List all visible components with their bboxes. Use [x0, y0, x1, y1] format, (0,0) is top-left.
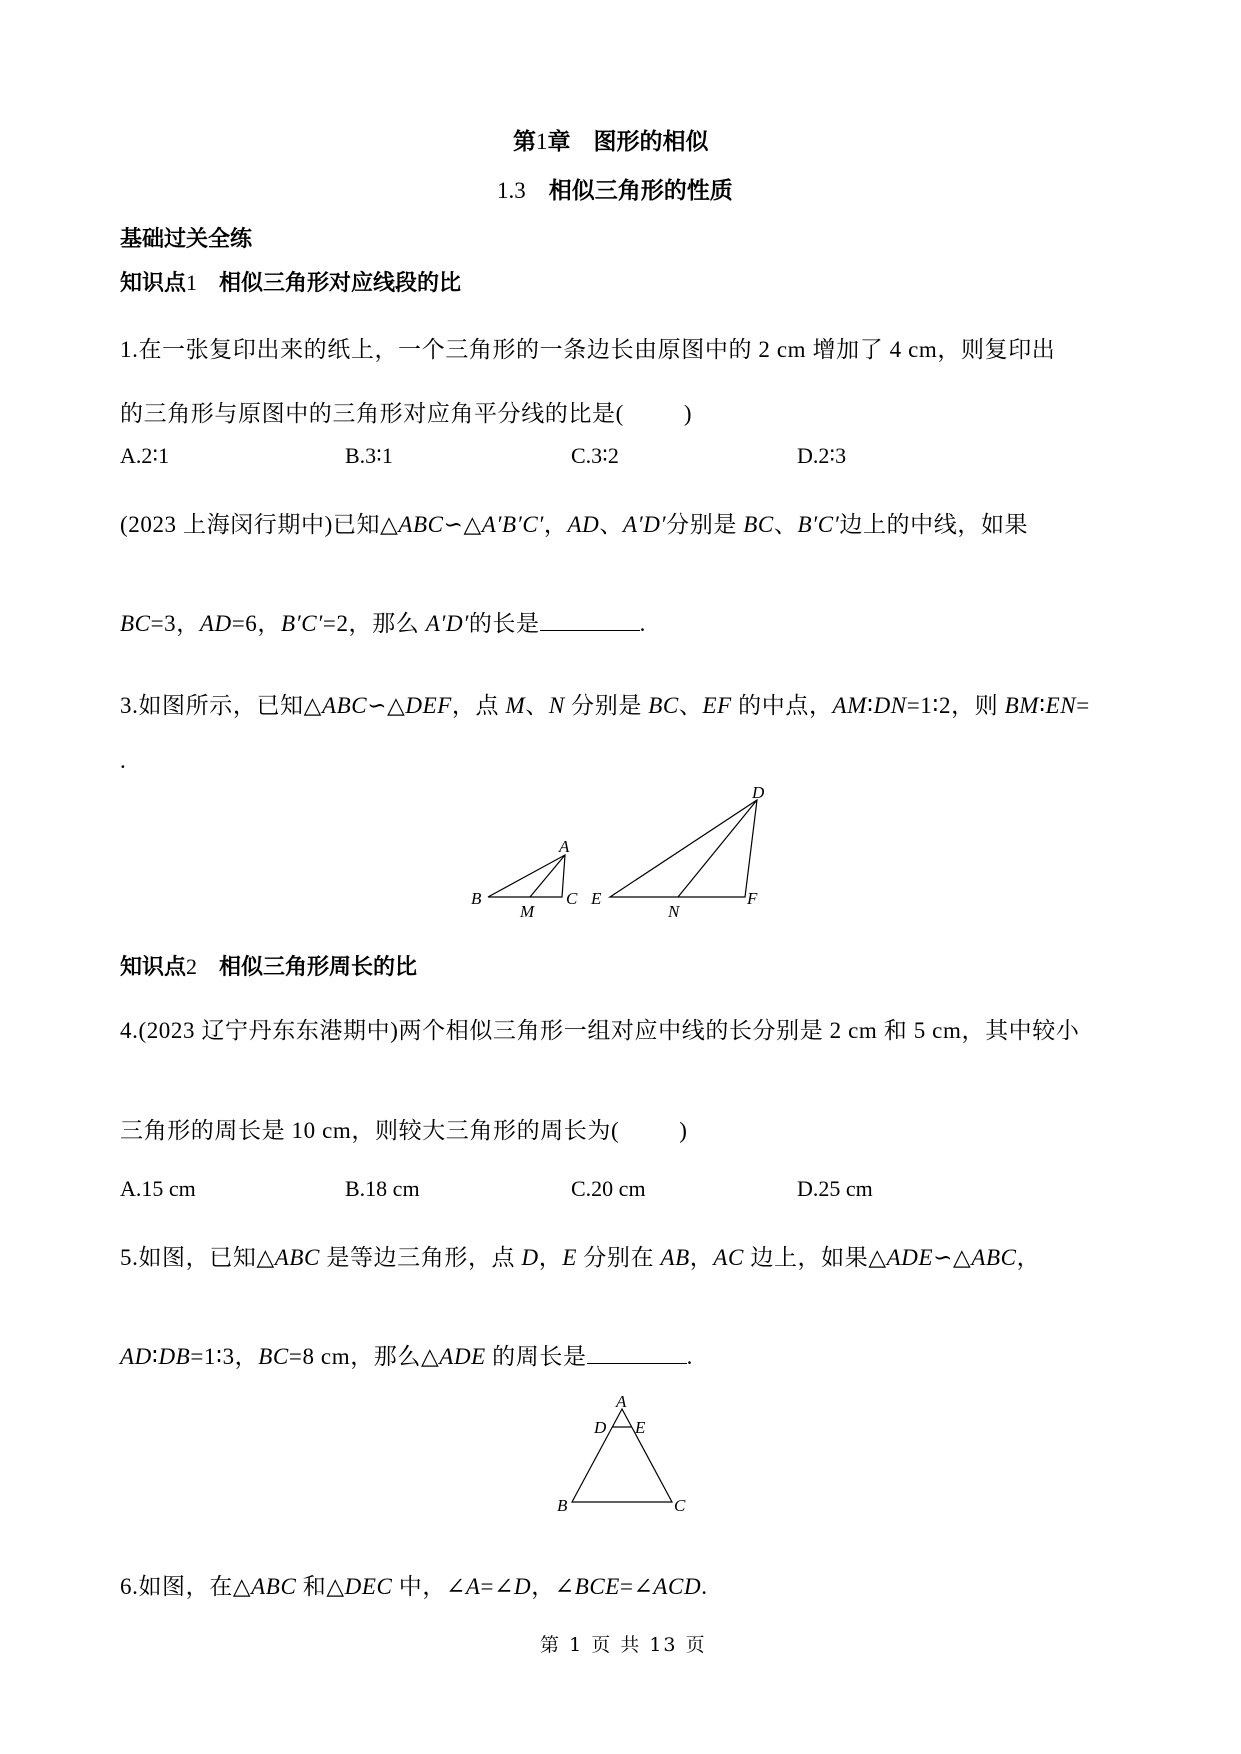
label-d: D — [752, 785, 765, 802]
q4-option-b: B.18 cm — [345, 1176, 420, 1201]
label-a: A — [559, 837, 570, 856]
q4-option-d: D.25 cm — [797, 1176, 873, 1201]
label-e: E — [591, 889, 602, 908]
q1-line2: 的三角形与原图中的三角形对应角平分线的比是( ) — [120, 401, 693, 426]
q4-line1: 4.(2023 辽宁丹东东港期中)两个相似三角形一组对应中线的长分别是 2 cm 和 5 cm，其中较小 — [120, 1018, 1080, 1043]
median-dn — [678, 800, 757, 897]
q2-line2: BC=3，AD=6，B′C′=2，那么 A′D′的长是 . — [120, 611, 646, 636]
knowledge-point-1-heading: 知识点1 相似三角形对应线段的比 — [120, 270, 462, 296]
label-e: E — [635, 1418, 646, 1437]
q1-option-a: A.2∶1 — [120, 443, 170, 468]
label-b: B — [557, 1496, 568, 1515]
q3-line2: . — [120, 748, 127, 773]
q2-line1: (2023 上海闵行期中)已知△ABC∽△A′B′C′，AD、A′D′分别是 BC、B′C′边上的中线，如果 — [120, 512, 1029, 537]
q3-line1: 3.如图所示，已知△ABC∽△DEF，点 M、N 分别是 BC、EF 的中点，AM∶DN=1∶2，则 BM∶EN= — [120, 693, 1090, 718]
chapter-title: 第1章 图形的相似 — [513, 129, 709, 155]
q5-line2: AD∶DB=1∶3，BC=8 cm，那么△ADE 的周长是 . — [120, 1344, 693, 1369]
label-b: B — [471, 889, 482, 908]
q1-line1: 1.在一张复印出来的纸上，一个三角形的一条边长由原图中的 2 cm 增加了 4 cm，则复印出 — [120, 337, 1056, 362]
q3-figure — [465, 785, 785, 920]
q5-figure — [550, 1390, 700, 1515]
q1-option-c: C.3∶2 — [571, 443, 619, 468]
q6-line1: 6.如图，在△ABC 和△DEC 中，∠A=∠D，∠BCE=∠ACD. — [120, 1574, 708, 1599]
q4-line2: 三角形的周长是 10 cm，则较大三角形的周长为( ) — [120, 1118, 688, 1143]
label-m: M — [520, 902, 535, 920]
label-d: D — [594, 1418, 607, 1437]
q2-answer-blank — [540, 612, 640, 631]
section-title: 1.3 相似三角形的性质 — [497, 178, 733, 204]
practice-heading: 基础过关全练 — [120, 227, 253, 252]
knowledge-point-2-heading: 知识点2 相似三角形周长的比 — [120, 954, 418, 980]
q4-option-a: A.15 cm — [120, 1176, 196, 1201]
q5-answer-blank — [587, 1345, 687, 1364]
triangle-def — [610, 800, 757, 897]
q1-option-b: B.3∶1 — [345, 443, 393, 468]
page-footer: 第 1 页 共 13 页 — [540, 1634, 707, 1656]
median-am — [530, 855, 565, 897]
label-f: F — [747, 889, 758, 908]
label-a: A — [616, 1392, 627, 1411]
label-n: N — [668, 902, 680, 920]
triangle-abc — [572, 1409, 672, 1502]
triangle-abc — [488, 855, 565, 897]
label-c: C — [566, 889, 578, 908]
q4-option-c: C.20 cm — [571, 1176, 646, 1201]
q5-line1: 5.如图，已知△ABC 是等边三角形，点 D，E 分别在 AB，AC 边上，如果△ADE∽△ABC， — [120, 1245, 1041, 1270]
label-c: C — [674, 1496, 686, 1515]
q1-option-d: D.2∶3 — [797, 443, 847, 468]
